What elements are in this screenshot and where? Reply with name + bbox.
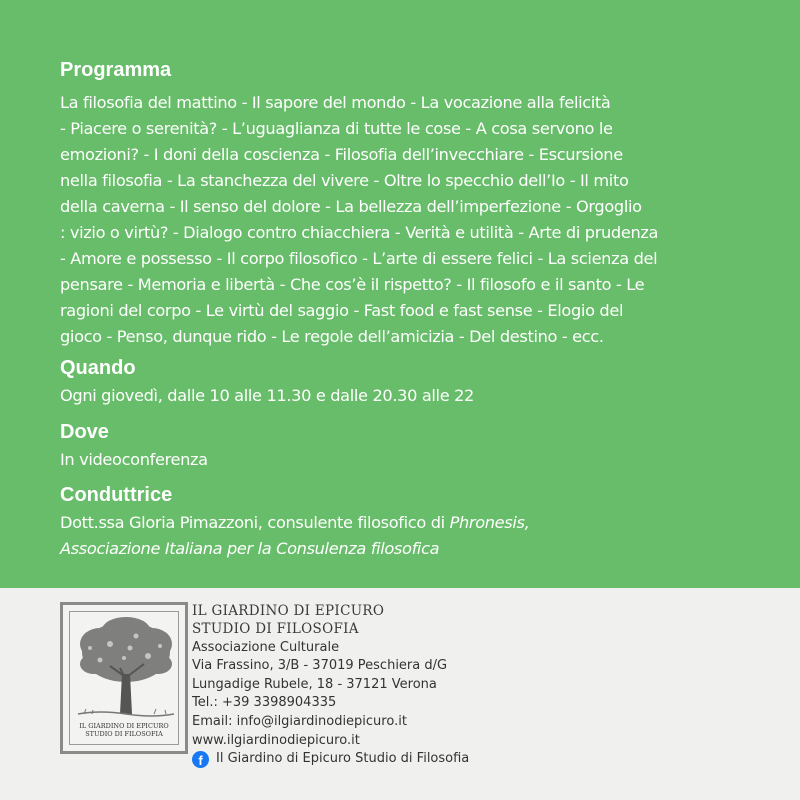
address-peschiera: Via Frassino, 3/B - 37019 Peschiera d/G	[192, 658, 448, 673]
conduttrice-org: Phronesis,	[449, 513, 530, 532]
association-label: Associazione Culturale	[192, 640, 340, 655]
programma-line: ragioni del corpo - Le virtù del saggio - Fast food e fast sense - Elogio del	[60, 301, 624, 320]
conduttrice-heading: Conduttrice	[60, 484, 173, 506]
quando-heading: Quando	[60, 357, 136, 379]
programma-line: - Amore e possesso - Il corpo filosofico - L’arte di essere felici - La scienza del	[60, 249, 658, 268]
footer	[0, 588, 800, 800]
programma-line: della caverna - Il senso del dolore - La bellezza dell’imperfezione - Orgoglio	[60, 197, 642, 216]
quando-section	[60, 356, 760, 409]
programma-line: gioco - Penso, dunque rido - Le regole dell’amicizia - Del destino - ecc.	[60, 327, 604, 346]
studio-name-line-1: IL GIARDINO DI EPICURO	[192, 603, 385, 619]
conduttrice-name: Dott.ssa Gloria Pimazzoni, consulente filosofico di	[60, 513, 450, 532]
email-link[interactable]: Email: info@ilgiardinodiepicuro.it	[192, 714, 407, 729]
quando-text: Ogni giovedì, dalle 10 alle 11.30 e dalle 20.30 alle 22	[60, 386, 474, 405]
tree-illustration	[70, 614, 182, 726]
programma-line: La filosofia del mattino - Il sapore del mondo - La vocazione alla felicità	[60, 93, 611, 112]
facebook-page-link[interactable]: Il Giardino di Epicuro Studio di Filosofia	[216, 751, 470, 766]
conduttrice-section	[60, 483, 760, 562]
logo-caption	[70, 722, 178, 738]
address-verona: Lungadige Rubele, 18 - 37121 Verona	[192, 677, 437, 692]
dove-section	[60, 420, 760, 473]
conduttrice-text	[60, 510, 760, 536]
phone-number: Tel.: +39 3398904335	[192, 695, 337, 710]
programma-line: pensare - Memoria e libertà - Che cos’è il rispetto? - Il filosofo e il santo - Le	[60, 275, 645, 294]
dove-text: In videoconferenza	[60, 450, 208, 469]
conduttrice-association: Associazione Italiana per la Consulenza filosofica	[60, 539, 440, 558]
dove-heading: Dove	[60, 421, 109, 443]
programma-line: nella filosofia - La stanchezza del vivere - Oltre lo specchio dell’Io - Il mito	[60, 171, 629, 190]
programma-heading: Programma	[60, 59, 172, 81]
logo-caption-line: IL GIARDINO DI EPICURO	[79, 722, 169, 730]
studio-logo	[60, 602, 188, 754]
facebook-icon: f	[192, 751, 209, 768]
programma-section	[60, 58, 760, 82]
programma-line: emozioni? - I doni della coscienza - Filosofia dell’invecchiare - Escursione	[60, 145, 623, 164]
programma-line: - Piacere o serenità? - L’uguaglianza di tutte le cose - A cosa servono le	[60, 119, 613, 138]
programma-text	[60, 90, 760, 350]
programma-line: : vizio o virtù? - Dialogo contro chiacchiera - Verità e utilità - Arte di prudenza	[60, 223, 659, 242]
logo-caption-line: STUDIO DI FILOSOFIA	[85, 730, 163, 738]
website-link[interactable]: www.ilgiardinodiepicuro.it	[192, 733, 360, 748]
logo-frame	[69, 611, 179, 745]
studio-name-line-2: STUDIO DI FILOSOFIA	[192, 621, 359, 637]
